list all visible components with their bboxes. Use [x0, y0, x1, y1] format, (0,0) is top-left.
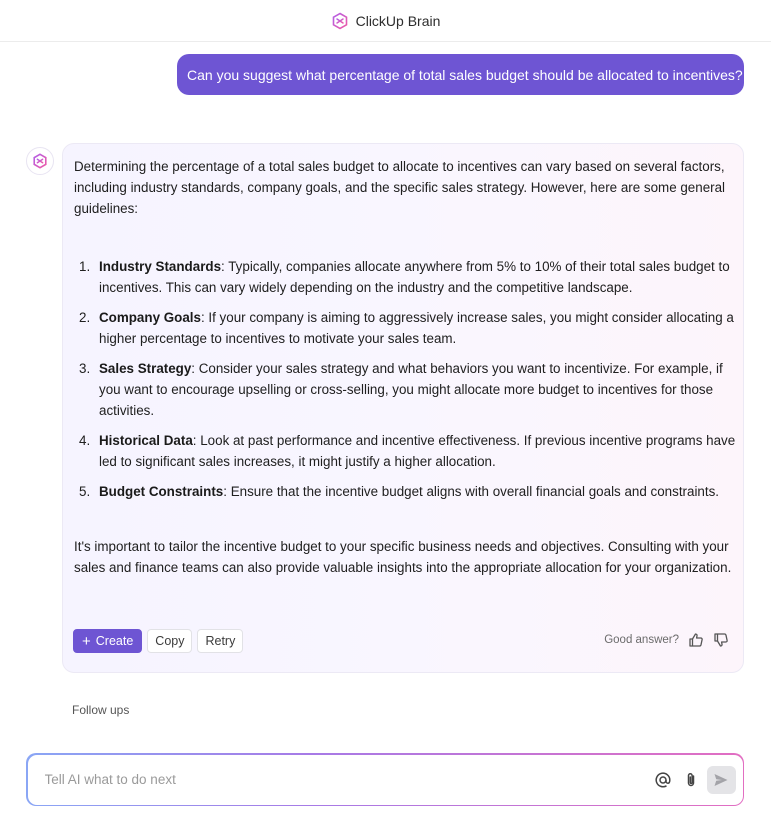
list-item	[74, 256, 739, 298]
clickup-brain-avatar-icon	[32, 153, 48, 169]
composer-inner	[28, 755, 743, 805]
list-item	[74, 358, 739, 421]
followups-label: Follow ups	[72, 703, 130, 717]
list-item-text: : Ensure that the incentive budget aligns with overall financial goals and constraints.	[223, 484, 719, 499]
list-item	[74, 481, 739, 502]
list-item-number: 5.	[79, 484, 91, 499]
list-item-title: Historical Data	[99, 433, 193, 448]
thumbs-down-icon[interactable]	[713, 632, 729, 648]
list-item-title: Sales Strategy	[99, 361, 192, 376]
ai-response-card	[62, 143, 744, 673]
copy-button[interactable]: Copy	[147, 629, 192, 653]
plus-icon: +	[82, 632, 91, 650]
list-item-title: Budget Constraints	[99, 484, 224, 499]
feedback-label: Good answer?	[604, 634, 679, 646]
list-item	[74, 430, 739, 472]
list-item-number: 1.	[79, 259, 91, 274]
list-item-text: : Look at past performance and incentive effectiveness. If previous incentive programs have led to significant sales increases, it might justify a higher allocation.	[99, 433, 736, 469]
at-sign-icon[interactable]	[654, 771, 672, 789]
response-intro: Determining the percentage of a total sales budget to allocate to incentives can vary based on several factors, including industry standards, company goals, and the specific sales strategy. However, here are some general guidelines:	[74, 159, 726, 216]
retry-button[interactable]: Retry	[197, 629, 243, 653]
response-actions	[73, 629, 243, 653]
app-header	[0, 0, 771, 42]
feedback-area	[604, 632, 729, 648]
send-button[interactable]	[707, 766, 736, 794]
clickup-brain-logo-icon	[331, 12, 349, 30]
response-outro: It's important to tailor the incentive budget to your specific business needs and objectives. Consulting with your sales and finance teams can also provide valuable insights into the appropriate allocation for your organization.	[74, 539, 732, 575]
composer	[26, 753, 744, 806]
user-message-text: Can you suggest what percentage of total sales budget should be allocated to incentives?	[187, 66, 743, 83]
paperclip-icon[interactable]	[682, 771, 700, 789]
send-icon	[713, 772, 729, 788]
app-title: ClickUp Brain	[355, 12, 441, 29]
list-item-title: Company Goals	[99, 310, 201, 325]
list-item-text: : Typically, companies allocate anywhere from 5% to 10% of their total sales budget to incentives. This can vary widely depending on the industry and the competitive landscape.	[99, 259, 730, 295]
create-button[interactable]	[73, 629, 142, 653]
ai-response-text	[74, 156, 739, 578]
list-item-number: 3.	[79, 361, 91, 376]
create-button-label: Create	[95, 634, 134, 648]
user-message-bubble	[177, 54, 744, 95]
list-item-text: : If your company is aiming to aggressively increase sales, you might consider allocating a higher percentage to incentives to motivate your sales team.	[99, 310, 734, 346]
list-item	[74, 307, 739, 349]
guidelines-list	[74, 256, 739, 502]
prompt-input[interactable]	[45, 769, 605, 791]
list-item-title: Industry Standards	[99, 259, 222, 274]
thumbs-up-icon[interactable]	[688, 632, 704, 648]
ai-avatar	[26, 147, 54, 175]
list-item-number: 4.	[79, 433, 91, 448]
list-item-text: : Consider your sales strategy and what behaviors you want to incentivize. For example, if you want to encourage upselling or cross-selling, you might allocate more budget to incentives for those activities.	[99, 361, 723, 418]
list-item-number: 2.	[79, 310, 91, 325]
